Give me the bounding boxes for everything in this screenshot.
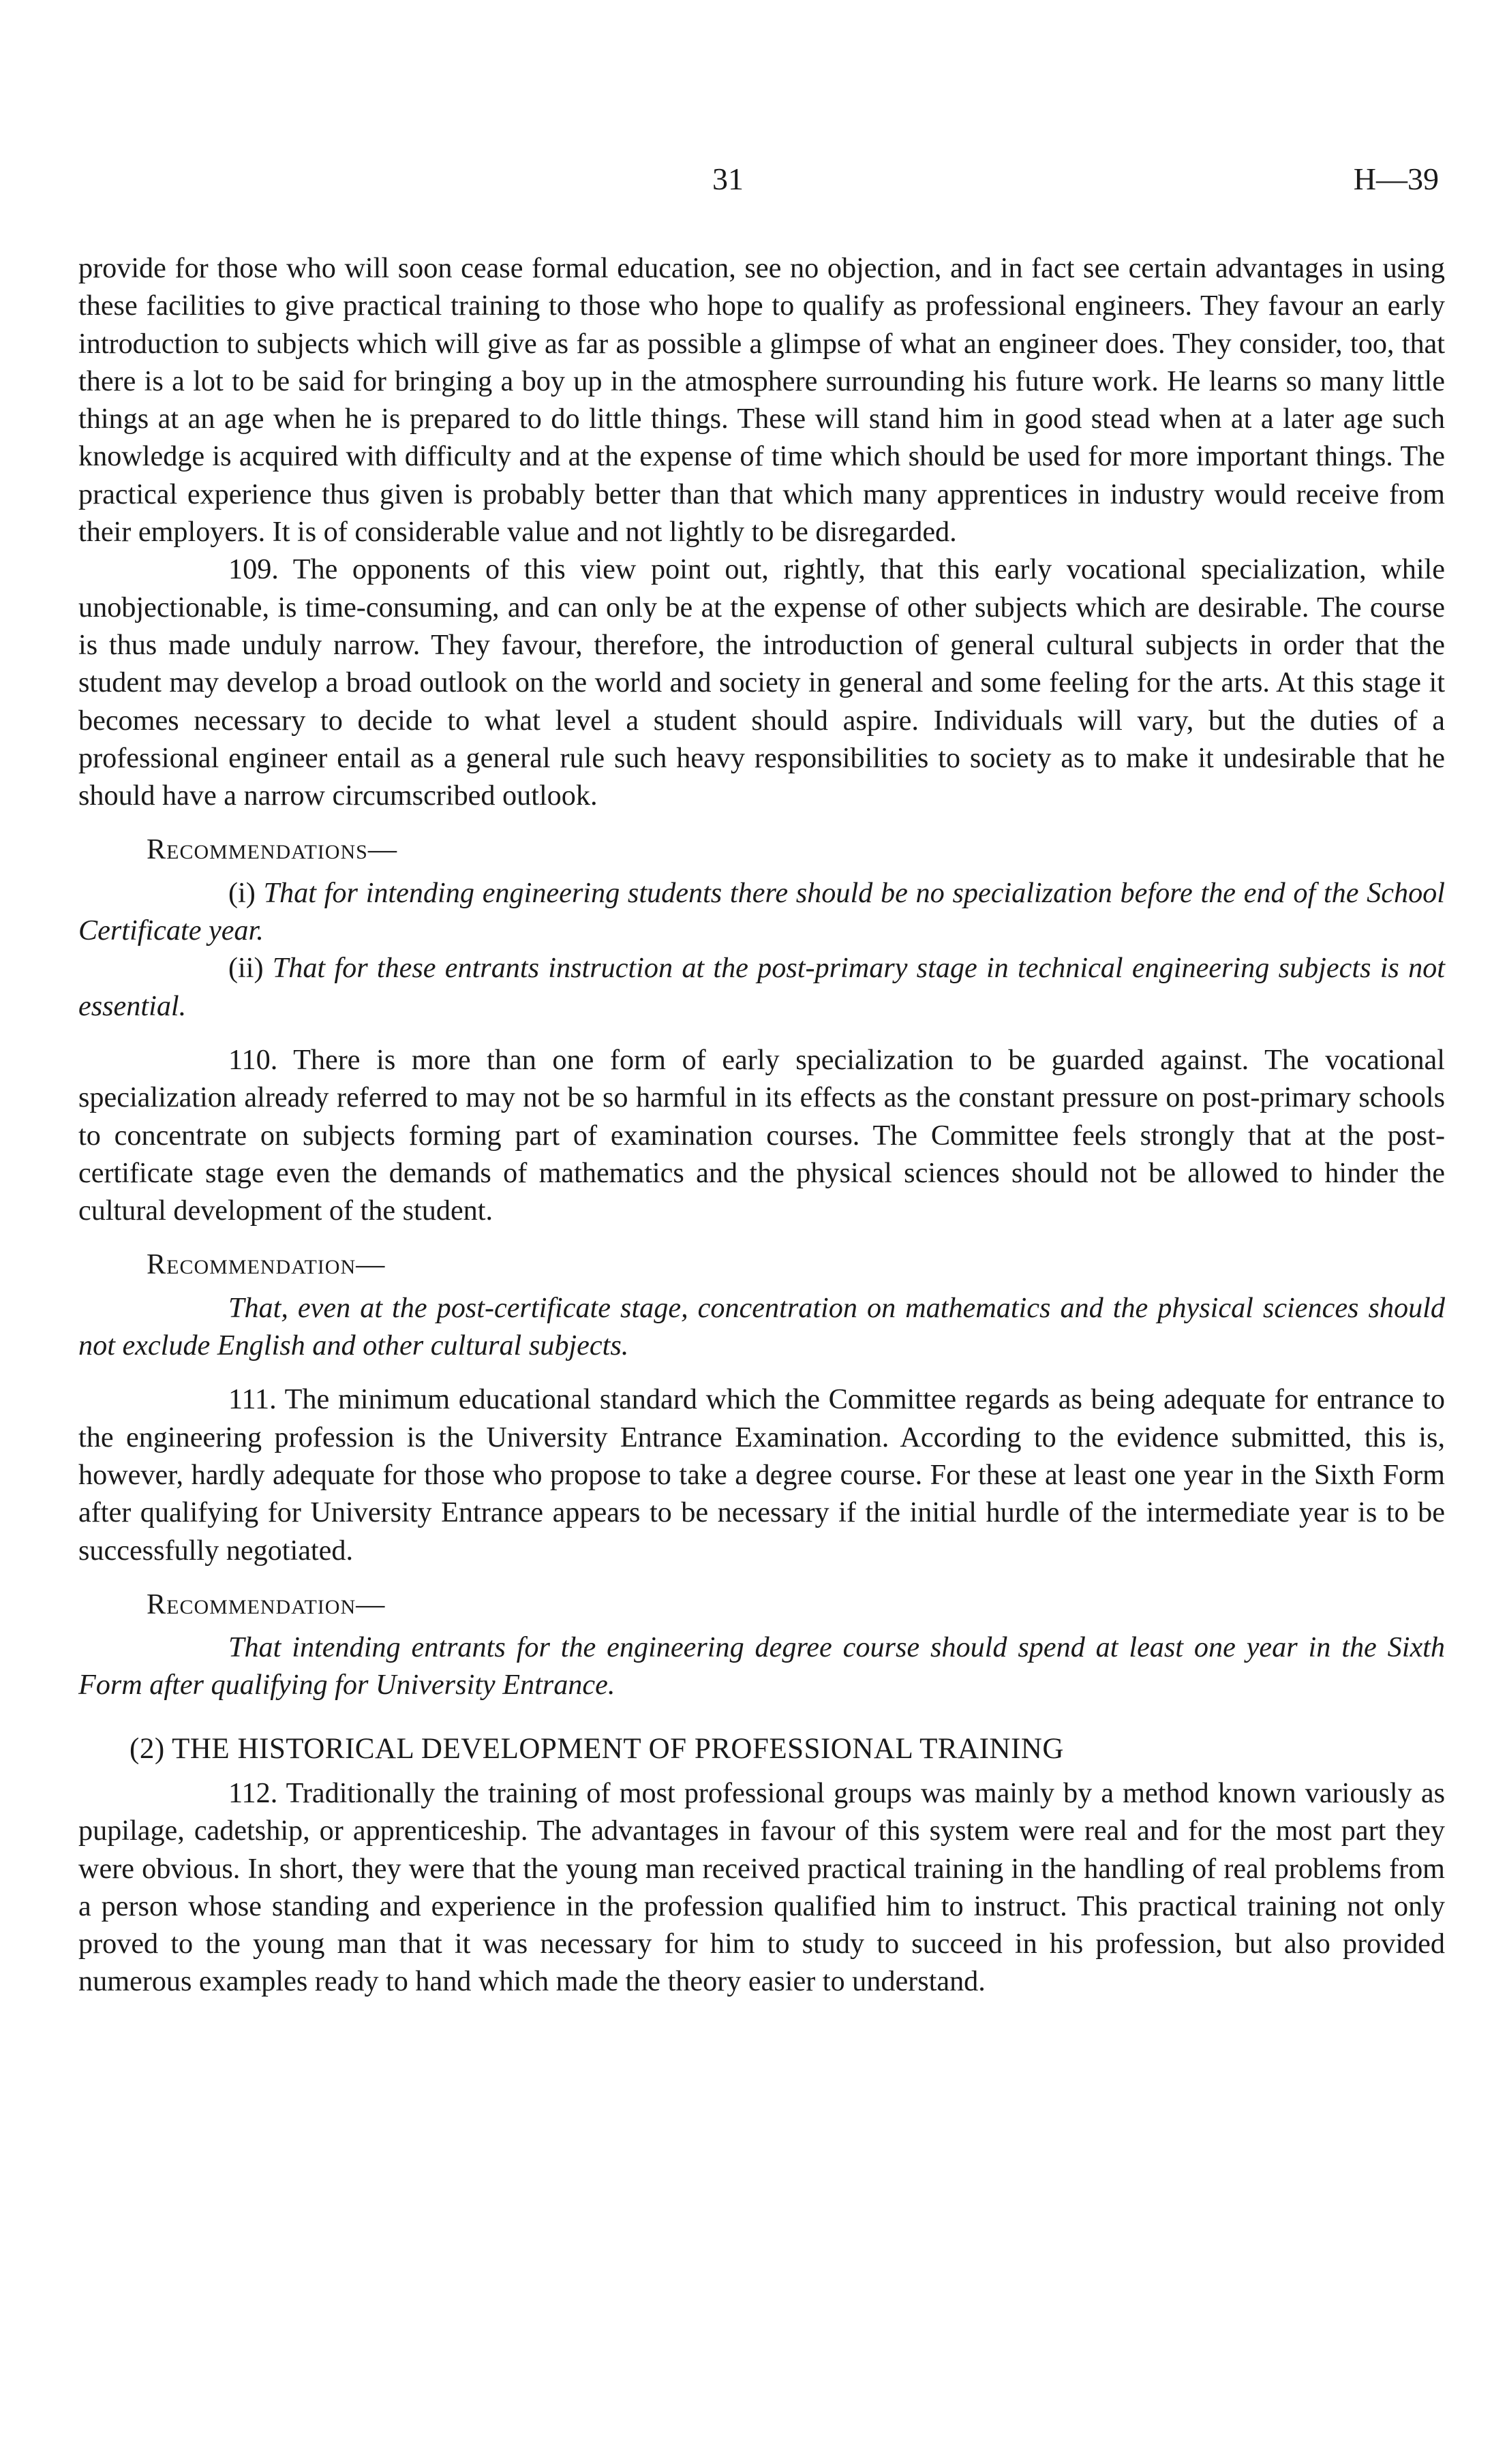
recommendation-number: (i) — [228, 876, 256, 909]
recommendation-block-2 — [78, 1289, 1445, 1365]
document-reference: H—39 — [1353, 161, 1439, 196]
recommendation-item-ii — [78, 949, 1445, 1025]
paragraph-112: 112. Traditionally the training of most professional groups was mainly by a method known variously as pupilage, cadetship, or apprenticeship. The advantages in favour of this system were real and for the most part they were obvious. In short, they were that the young man received practical training in the handling of real problems from a person whose standing and experience in the profession qualified him to instruct. This practical training not only proved to the young man that it was necessary for him to study to succeed in his profession, but also provided numerous examples ready to hand which made the theory easier to understand. — [78, 1776, 1445, 1998]
recommendation-item-i — [78, 874, 1445, 950]
recommendation-block-3 — [78, 1629, 1445, 1704]
section-heading: (2) THE HISTORICAL DEVELOPMENT OF PROFESSIONAL TRAINING — [130, 1732, 1064, 1765]
page-number: 31 — [712, 161, 744, 196]
recommendation-text-2: That, even at the post-certificate stage, concentration on mathematics and the physical sciences should not exclude English and other cultural subjects. — [78, 1291, 1445, 1362]
recommendation-label-3: Recommendation— — [147, 1588, 386, 1620]
page-header — [0, 161, 1507, 209]
recommendation-text: That for intending engineering students there should be no specialization before the end of the School Certificate year. — [78, 876, 1445, 947]
recommendation-block-1 — [78, 874, 1445, 1025]
paragraph-110: 110. There is more than one form of early specialization to be guarded against. The vocational specialization already referred to may not be so harmful in its effects as the constant pressure on post-primary schools to concentrate on subjects forming part of examination courses. The Committee feels strongly that at the post-certificate stage even the demands of mathematics and the physical sciences should not be allowed to hinder the cultural development of the student. — [78, 1043, 1445, 1227]
paragraph-continued: provide for those who will soon cease formal education, see no objection, and in fact see certain advantages in using these facilities to give practical training to those who hope to qualify as professional engineers. They favour an early introduction to subjects which will give as far as possible a glimpse of what an engineer does. They consider, too, that there is a lot to be said for bringing a boy up in the atmosphere surrounding his future work. He learns so many little things at an age when he is prepared to do little things. These will stand him in good stead when at a later age such knowledge is acquired with difficulty and at the expense of time which should be used for more important things. The practical experience thus given is probably better than that which many apprentices in industry would receive from their employers. It is of considerable value and not lightly to be disregarded. — [78, 252, 1445, 549]
recommendation-label-2: Recommendation— — [147, 1248, 386, 1281]
recommendation-text: That for these entrants instruction at the post-primary stage in technical engineering subjects is not essential. — [78, 952, 1445, 1022]
paragraph-109: 109. The opponents of this view point out, rightly, that this early vocational specialization, while unobjectionable, is time-consuming, and can only be at the expense of other subjects which are desirable. The course is thus made unduly narrow. They favour, therefore, the introduction of general cultural subjects in order that the student may develop a broad outlook on the world and society in general and some feeling for the arts. At this stage it becomes necessary to decide to what level a student should aspire. Individuals will vary, but the duties of a professional engineer entail as a general rule such heavy responsibilities to society as to make it undesirable that he should have a narrow circumscribed outlook. — [78, 553, 1445, 812]
document-body — [78, 249, 1445, 2001]
recommendation-number: (ii) — [228, 952, 264, 985]
paragraph-111: 111. The minimum educational standard which the Committee regards as being adequate for entrance to the engineering profession is the University Entrance Examination. According to the evidence submitted, this is, however, hardly adequate for those who propose to take a degree course. For these at least one year in the Sixth Form after qualifying for University Entrance appears to be necessary if the initial hurdle of the intermediate year is to be successfully negotiated. — [78, 1383, 1445, 1567]
recommendations-label-1: Recommendations— — [147, 833, 398, 866]
recommendation-text-3: That intending entrants for the engineering degree course should spend at least one year in the Sixth Form after qualifying for University Entrance. — [78, 1631, 1445, 1701]
